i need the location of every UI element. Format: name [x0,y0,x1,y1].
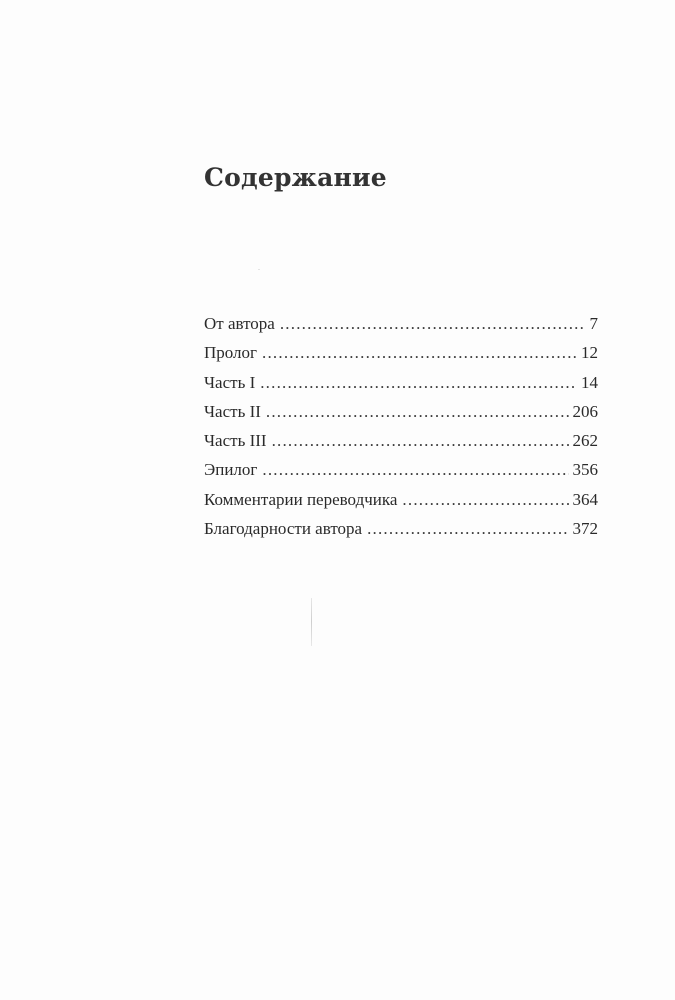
toc-entry-page: 364 [572,489,598,509]
dot-leader [402,490,568,510]
toc-entry-label: Эпилог [204,460,258,480]
dot-leader [260,373,577,393]
dot-leader [272,431,569,451]
scan-mark [311,598,312,646]
toc-entry-label: Часть II [204,401,261,421]
table-of-contents [204,314,598,548]
dot-leader [367,519,568,539]
toc-entry-page: 372 [572,519,598,539]
toc-entry-label: Пролог [204,343,258,363]
toc-entry[interactable] [204,402,598,431]
toc-entry-label: Комментарии переводчика [204,489,398,509]
toc-entry-page: 356 [572,460,598,480]
toc-entry[interactable] [204,373,598,402]
toc-entry-page: 14 [581,372,598,392]
toc-entry-page: 7 [589,314,598,333]
toc-entry[interactable] [204,490,598,519]
toc-entry-label: Часть III [204,431,267,451]
toc-entry[interactable] [204,519,598,548]
dot-leader [266,402,569,422]
dot-leader [280,314,586,334]
toc-entry-page: 12 [581,343,598,363]
paper-speck [258,269,260,270]
toc-entry[interactable] [204,460,598,489]
dot-leader [262,460,568,480]
toc-entry-label: Благодарности автора [204,519,363,539]
toc-entry-page: 262 [572,431,598,451]
toc-entry-page: 206 [572,401,598,421]
toc-entry-label: От автора [204,314,275,333]
toc-entry[interactable] [204,431,598,460]
dot-leader [262,343,577,363]
toc-entry[interactable] [204,343,598,372]
page-title: Содержание [204,163,387,192]
toc-entry-label: Часть I [204,372,256,392]
toc-entry[interactable] [204,314,598,343]
